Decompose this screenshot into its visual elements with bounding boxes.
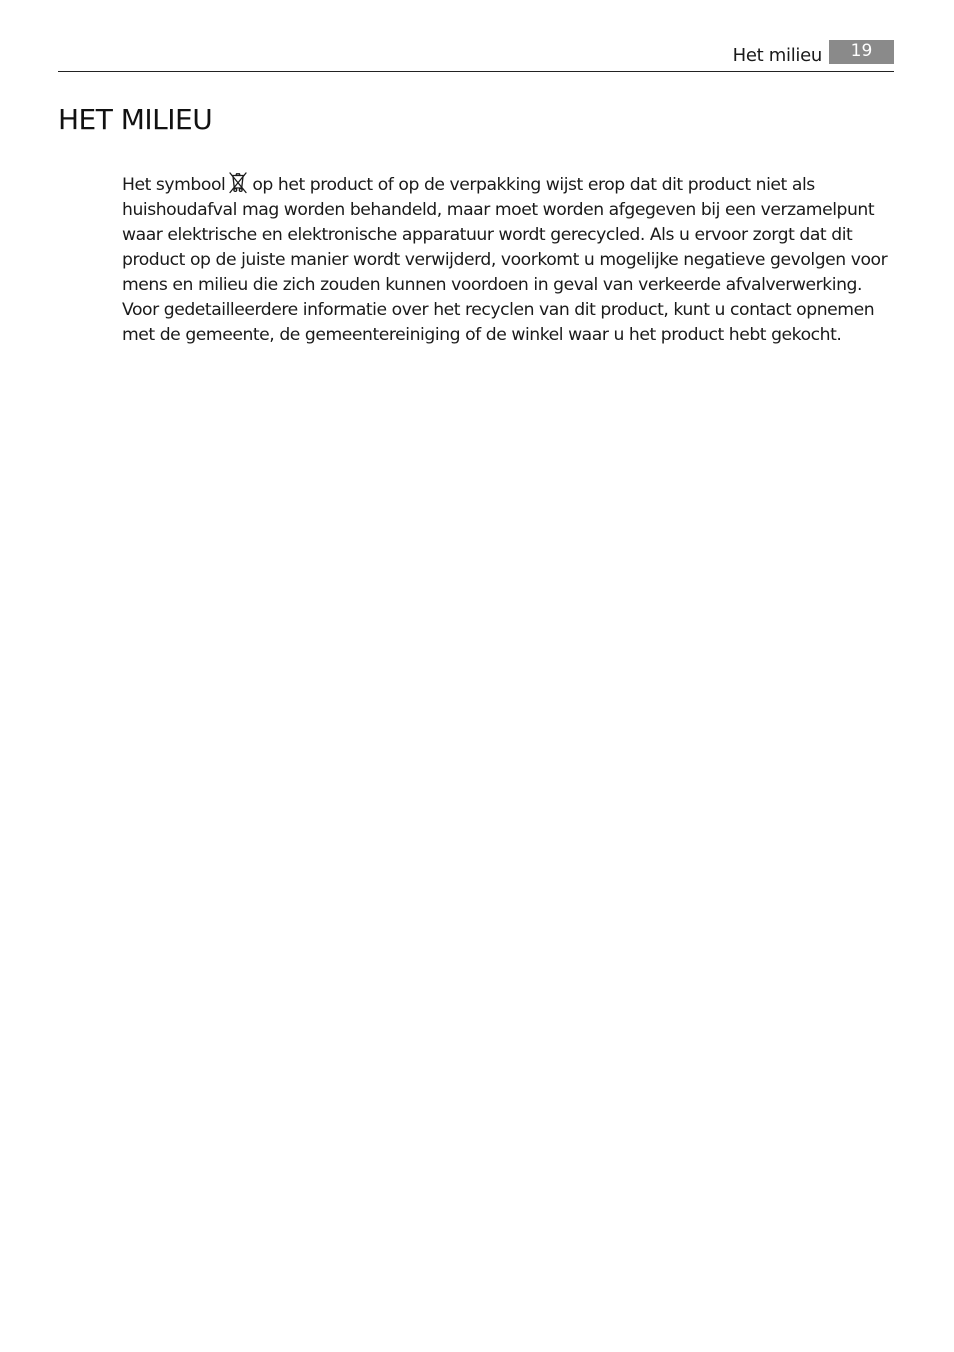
page-number: 19 [829, 40, 894, 64]
page-title: HET MILIEU [58, 103, 213, 136]
paragraph-text-after-icon: op het product of op de verpakking wijst erop dat dit product niet als huishoudafval mag worden behandeld, maar moet worden afgegeven bij een verzamelpunt waar elektrische en elektronische apparatuur wordt gerecycled. Als u ervoor zorgt dat dit product op de juiste manier wordt verwijderd, voorkomt u mogelijke negatieve gevolgen voor mens en milieu die zich zouden kunnen voordoen in geval van verkeerde afvalverwerking. Voor gedetailleerdere informatie over het recyclen van dit product, kunt u contact opnemen met de gemeente, de gemeentereiniging of de winkel waar u het product hebt gekocht. [122, 175, 888, 345]
paragraph-text-before-icon: Het symbool [122, 175, 226, 195]
page-header [58, 40, 894, 72]
crossed-out-wheeled-bin-icon [227, 171, 249, 194]
header-section-title: Het milieu [732, 45, 822, 66]
environment-paragraph [122, 171, 896, 348]
